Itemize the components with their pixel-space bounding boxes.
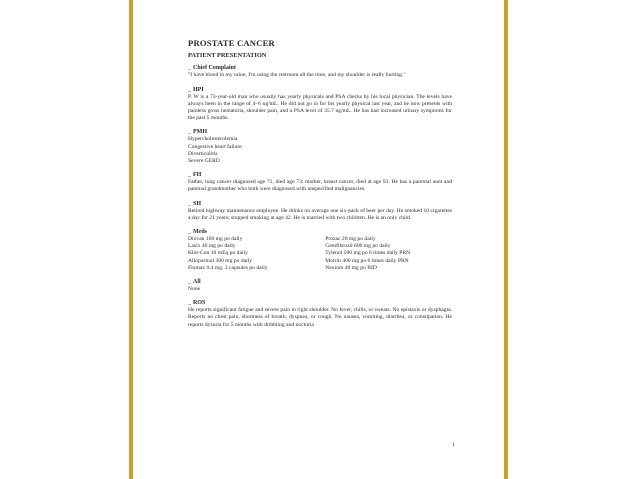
- section-sh: [188, 201, 452, 222]
- section-allergies: [188, 279, 452, 293]
- right-gold-border: [504, 0, 508, 479]
- pmh-item: Diverticulitis: [188, 150, 218, 157]
- heading-label: Chief Complaint: [193, 65, 236, 72]
- heading-marker: _: [188, 300, 191, 307]
- heading-label: ROS: [193, 300, 206, 307]
- document-subtitle: PATIENT PRESENTATION: [188, 52, 267, 60]
- section-heading: [188, 65, 452, 72]
- med-item: Diovan 160 mg po daily: [188, 236, 243, 243]
- section-hpi: [188, 87, 452, 123]
- pmh-item: Congestive heart failure: [188, 143, 242, 150]
- sh-text: Retired highway maintenance employee. He drinks on average one six-pack of beer per day. He smoked 10 cigarettes a day for 21 years; stopped smoking at age 42. He is married with two children. He is an only child.: [188, 207, 452, 221]
- heading-label: Meds: [193, 229, 207, 236]
- meds-list: [188, 236, 452, 272]
- hpi-text: P. W is a 73-year-old man who usually has yearly physicals and PSA checks by his local physician. The levels have always been in the range of 4–6 ng/mL. He did not go in for his yearly physical last year, and he now presents with painless gross hematuria, shoulder pain, and a PSA level of 35.7 ng/mL. He has had increased urinary symptoms for the past 5 months.: [188, 93, 452, 122]
- section-heading: [188, 87, 452, 94]
- heading-label: PMH: [193, 129, 207, 136]
- med-item: Lasix 40 mg po daily: [188, 243, 236, 250]
- med-item: Motrin 400 mg po 6 times daily PRN: [325, 257, 409, 264]
- section-ros: [188, 300, 452, 329]
- heading-marker: _: [188, 172, 191, 179]
- heading-label: All: [193, 279, 201, 286]
- section-fh: [188, 172, 452, 193]
- meds-column-right: [325, 236, 452, 272]
- heading-marker: _: [188, 65, 191, 72]
- med-item: Tylenol 500 mg po 6 times daily PRN: [325, 250, 411, 257]
- section-pmh: [188, 129, 452, 165]
- section-chief-complaint: [188, 65, 452, 79]
- med-item: Klor-Con 10 mEq po daily: [188, 250, 248, 257]
- heading-marker: _: [188, 279, 191, 286]
- heading-label: SH: [193, 200, 202, 207]
- heading-label: HPI: [193, 86, 204, 93]
- section-heading: [188, 129, 452, 136]
- pmh-item: Severe GERD: [188, 158, 220, 165]
- heading-marker: _: [188, 129, 191, 136]
- document-content: [188, 40, 452, 336]
- med-item: Gemfibrozil 600 mg po daily: [325, 243, 391, 250]
- page-number: 1: [452, 442, 455, 448]
- ros-text: He reports significant fatigue and severe pain in right shoulder. No fever, chills, or sweats. No epistaxis or dysphagia. Reports no chest pain, shortness of breath, dyspnea, or cough. No nausea, vomiting, diarrhea, or constipation. He reports dysuria for 5 months with dribbling and nocturia: [188, 307, 452, 328]
- med-item: Flomax 0.4 mg, 2 capsules po daily: [188, 264, 268, 271]
- med-item: Nexium 40 mg po BID: [325, 264, 377, 271]
- document-title: PROSTATE CANCER: [188, 38, 275, 48]
- section-heading: [188, 201, 452, 208]
- heading-marker: _: [188, 86, 191, 93]
- chief-complaint-text: "I have blood in my urine, I'm using the restroom all the time, and my shoulder is really hurting.": [188, 72, 406, 79]
- fh-text: Father, lung cancer diagnosed age 71, died age 73; mother, breast cancer, died at age 93. He has a parental aunt and paternal grandmother who both were diagnosed with unspecified malignancies.: [188, 179, 452, 193]
- section-meds: [188, 229, 452, 272]
- section-heading: [188, 229, 452, 236]
- document-page: [134, 0, 504, 479]
- section-heading: [188, 279, 452, 286]
- left-gold-border: [129, 0, 133, 479]
- meds-column-left: [188, 236, 315, 272]
- heading-marker: _: [188, 229, 191, 236]
- pmh-item: Hypercholesterolemia: [188, 136, 238, 143]
- allergies-text: None: [188, 286, 201, 293]
- med-item: Allopurinol 300 mg po daily: [188, 257, 253, 264]
- section-heading: [188, 172, 452, 179]
- heading-marker: _: [188, 200, 191, 207]
- med-item: Prozac 20 mg po daily: [325, 236, 376, 243]
- heading-label: FH: [193, 172, 202, 179]
